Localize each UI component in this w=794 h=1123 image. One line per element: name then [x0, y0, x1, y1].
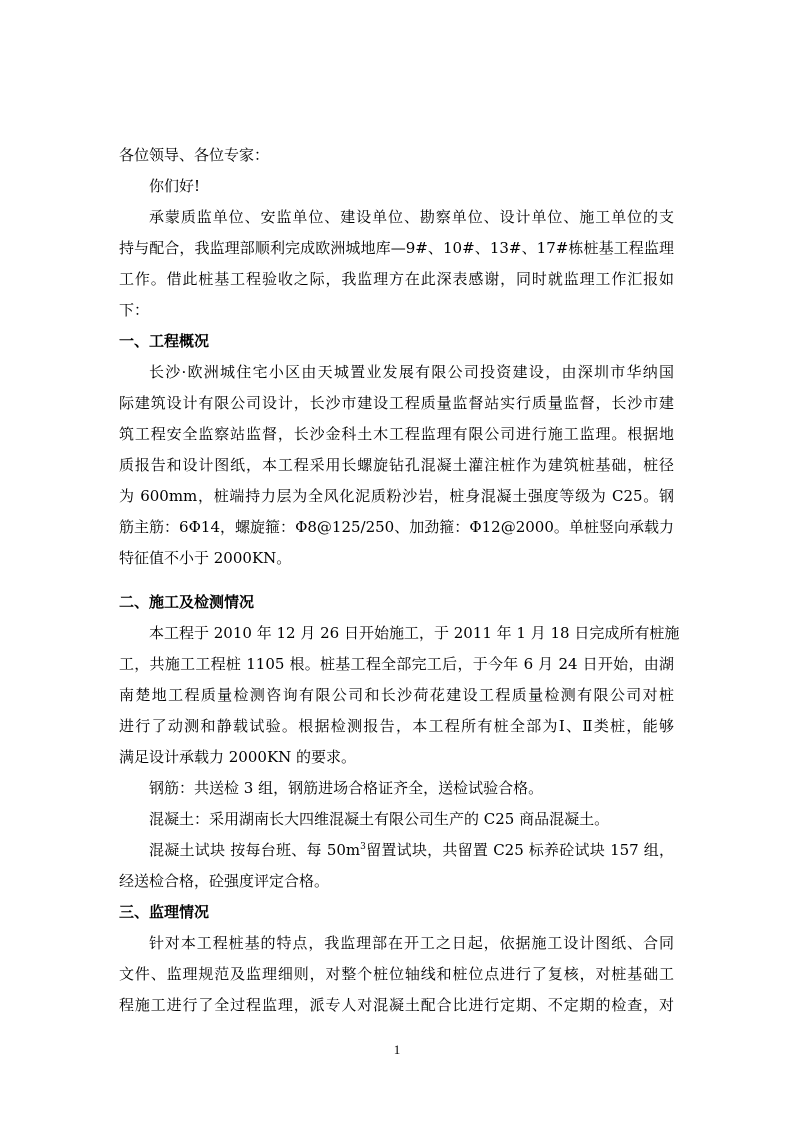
test-block-text-b: 留置试块，共留置 C25 标养砼试块 157 组，: [365, 841, 674, 859]
intro-line: 工作。借此桩基工程验收之际，我监理方在此深表感谢，同时就监理工作汇报如: [119, 270, 674, 288]
supervision-line: 程施工进行了全过程监理，派专人对混凝土配合比进行定期、不定期的检查，对: [119, 996, 674, 1014]
test-block-text-a: 混凝土试块 按每台班、每 50m: [149, 841, 361, 859]
test-block-line-2: 经送检合格，砼强度评定合格。: [119, 872, 330, 890]
overview-line: 特征值不小于 2000KN。: [119, 549, 292, 567]
intro-line: 承蒙质监单位、安监单位、建设单位、勘察单位、设计单位、施工单位的支: [149, 208, 674, 226]
overview-line: 筋主筋：6Φ14，螺旋箍：Φ8@125/250、加劲箍：Φ12@2000。单桩竖向承载力: [119, 518, 674, 536]
overview-line: 筑工程安全监察站监督，长沙金科土木工程监理有限公司进行施工监理。根据地: [119, 425, 674, 443]
construction-line: 进行了动测和静载试验。根据检测报告，本工程所有桩全部为Ⅰ、Ⅱ类桩，能够: [119, 717, 674, 735]
greeting: 你们好!: [149, 177, 201, 195]
rebar-line: 钢筋：共送检 3 组，钢筋进场合格证齐全，送检试验合格。: [149, 779, 544, 797]
intro-line: 持与配合，我监理部顺利完成欧洲城地库—9#、10#、13#、17#栋桩基工程监理: [119, 239, 674, 257]
section-heading-overview: 一、工程概况: [119, 332, 210, 350]
cubic-superscript: 3: [360, 842, 366, 852]
construction-line: 满足设计承载力 2000KN 的要求。: [119, 748, 357, 766]
salutation: 各位领导、各位专家：: [119, 146, 270, 164]
construction-line: 本工程于 2010 年 12 月 26 日开始施工，于 2011 年 1 月 18 日完成所有桩施: [149, 624, 680, 642]
section-heading-supervision: 三、监理情况: [119, 903, 210, 921]
test-block-line: [119, 835, 674, 866]
document-body: [119, 140, 680, 1021]
supervision-line: 文件、监理规范及监理细则，对整个桩位轴线和桩位点进行了复核，对桩基础工: [119, 965, 674, 983]
construction-line: 工，共施工工程桩 1105 根。桩基工程全部完工后，于今年 6 月 24 日开始，由湖: [119, 655, 674, 673]
overview-line: 为 600mm，桩端持力层为全风化泥质粉沙岩，桩身混凝土强度等级为 C25。钢: [119, 487, 674, 505]
intro-line: 下：: [119, 301, 150, 319]
paragraph-gap: [119, 574, 674, 587]
section-heading-construction: 二、施工及检测情况: [119, 593, 255, 611]
overview-line: 质报告和设计图纸，本工程采用长螺旋钻孔混凝土灌注桩作为建筑桩基础，桩径: [119, 456, 674, 474]
supervision-line: 针对本工程桩基的特点，我监理部在开工之日起，依据施工设计图纸、合同: [149, 934, 674, 952]
overview-line: 长沙·欧洲城住宅小区由天城置业发展有限公司投资建设，由深圳市华纳国: [149, 363, 674, 381]
page-number: 1: [393, 1042, 401, 1057]
construction-line: 南楚地工程质量检测咨询有限公司和长沙荷花建设工程质量检测有限公司对桩: [119, 686, 674, 704]
concrete-line: 混凝土：采用湖南长大四维混凝土有限公司生产的 C25 商品混凝土。: [149, 810, 610, 828]
overview-line: 际建筑设计有限公司设计，长沙市建设工程质量监督站实行质量监督，长沙市建: [119, 394, 674, 412]
